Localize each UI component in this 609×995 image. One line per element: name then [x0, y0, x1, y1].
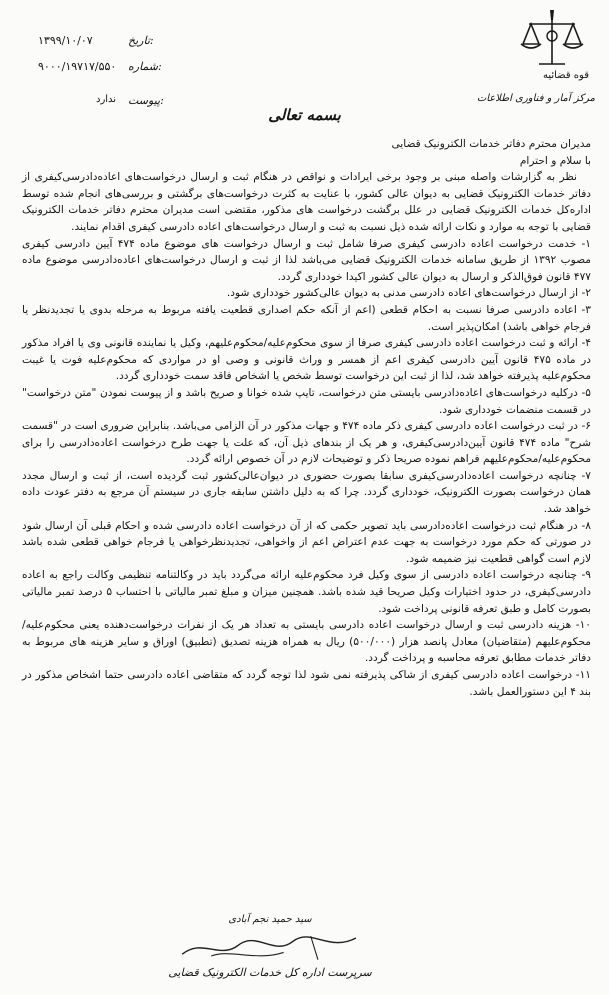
recipient-line: مدیران محترم دفاتر خدمات الکترونیک قضایی: [391, 138, 591, 150]
signatory-name: سید حمید نجم آبادی: [228, 914, 312, 925]
greeting-line: با سلام و احترام: [519, 154, 591, 167]
list-item: ۱۱- درخواست اعاده دادرسی کیفری از شاکی پذیرفته نمی شود لذا توجه گردد که متقاضی اعاده دادرسی حتما اشخاص مذکور در بند ۴ این دستورالعمل باشد.: [22, 669, 591, 698]
signatory-title: سرپرست اداره کل خدمات الکترونیک قضایی: [168, 966, 372, 979]
list-item: ۳- اعاده دادرسی صرفا نسبت به احکام قطعی (اعم از آنکه حکم اصداری قطعیت یافته مربوط به مرحله بدوی یا تجدیدنظر یا فرجام خواهی باشد) امکان‌پذیر است.: [22, 303, 591, 333]
date-value: ۱۳۹۹/۱۰/۰۷: [38, 34, 93, 47]
list-item: ۱- خدمت درخواست اعاده دادرسی کیفری صرفا شامل ثبت و ارسال درخواست های موضوع ماده ۴۷۴ آیین دادرسی کیفری مصوب ۱۳۹۲ از طریق سامانه خدمات الکترونیک قضایی می‌باشد لذا از ثبت و ارسال درخواست‌های اعاده‌دادرسی موضوع ماده ۴۷۷ قانون فوق‌الذکر و ارسال به دیوان عالی کشور اکیدا خودداری گردد.: [22, 237, 591, 283]
list-item: ۶- در ثبت درخواست اعاده دادرسی کیفری ذکر ماده ۴۷۴ و جهات مذکور در آن الزامی می‌باشد. بنابراین ضروری است در "قسمت شرح" ماده ۴۷۴ قانون آیین‌دادرسی‌کیفری، و هر یک از بندهای ذیل آن، که علت یا جهت طرح درخواست اعاده‌دادرسی را برای محکوم‌علیه/محکوم‌علیهم فراهم نموده صریحا ذکر و توضیحات لازم در آن خصوص ارائه گردد.: [22, 420, 592, 466]
judiciary-emblem-icon: [517, 6, 587, 72]
attachment-label: پیوست:: [128, 94, 164, 107]
list-item: ۱۰- هزینه دادرسی ثبت و ارسال درخواست اعاده دادرسی بایستی به تعداد هر یک از نفرات درخواست‌دهنده یعنی محکوم‌علیه/محکوم‌علیهم (متقاضیان) معادل پانصد هزار (۵۰۰/۰۰۰) ریال به همراه هزینه تصدیق (تطبیق) اوراق و سایر هزینه های مربوط به دفاتر خدمات مطابق تعرفه محاسبه و پرداخت گردد.: [22, 619, 591, 665]
list-item: ۵- درکلیه درخواست‌های اعاده‌دادرسی بایستی متن درخواست، تایپ شده خوانا و صریح باشد و از پیوست نمودن "متن درخواست" در قسمت منضمات خودداری شود.: [22, 386, 591, 416]
list-item: ۸- در هنگام ثبت درخواست اعاده‌دادرسی باید تصویر حکمی که از آن درخواست اعاده دادرسی شده و احکام قبلی آن ارسال شود در صورتی که حکم مورد درخواست به جهت عدم اعتراض اعم از واخواهی، تجدیدنظرخواهی یا فرجام خواهی قطعی شده باشد لازم است گواهی قطعیت نیز ضمیمه شود.: [22, 519, 591, 565]
date-label: تاریخ:: [128, 34, 154, 47]
signature-block: [165, 910, 375, 990]
list-item: ۹- چنانچه درخواست اعاده دادرسی از سوی وکیل فرد محکوم‌علیه ارائه می‌گردد باید در وکالتنامه تنظیمی وکالت راجع به اعاده دادرسی‌کیفری، در حدود اختیارات وکیل صریحا قید شده باشد. همچنین میزان و مبلغ تمبر مالیاتی با احتساب ۵ درصد تمبر مالیاتی بصورت کامل و طبق تعرفه قانونی پرداخت شود.: [22, 569, 591, 615]
list-item: ۲- از ارسال درخواست‌های اعاده دادرسی مدنی به دیوان عالی‌کشور خودداری شود.: [226, 287, 591, 300]
handwritten-signature-icon: [175, 928, 365, 966]
attachment-value: ندارد: [96, 94, 117, 105]
number-value: ۹۰۰۰/۱۹۷۱۷/۵۵۰: [38, 60, 117, 73]
number-label: شماره:: [128, 60, 162, 73]
center-name: مرکز آمار و فناوری اطلاعات: [476, 93, 595, 104]
org-name: قوه قضائیه: [542, 70, 589, 81]
letter-body: [22, 136, 591, 700]
bismillah-heading: بسمه تعالی: [268, 106, 341, 124]
list-item: ۴- ارائه و ثبت درخواست اعاده دادرسی کیفری صرفا از سوی محکوم‌علیه/محکوم‌علیهم، وکیل یا نماینده قانونی وی یا افراد مذکور در ماده ۴۷۵ قانون آیین دادرسی کیفری اعم از همسر و وراث قانونی و وصی او در مواردی که محکوم‌علیه فوت یا غیبت محکوم‌علیه پذیرفته خواهد شد، لذا از ثبت این درخواست توسط شخص یا اشخاص فاقد سمت خودداری گردد.: [22, 337, 591, 383]
list-item: ۷- چنانچه درخواست اعاده‌دادرسی‌کیفری سابقا بصورت حضوری در دیوان‌عالی‌کشور ثبت گردیده است، از ثبت و ارسال مجدد همان درخواست بصورت الکترونیک، خودداری گردد. چرا که به دلیل داشتن سابقه جاری در سیستم آن مرجع به دفتر عودت داده خواهد شد.: [22, 469, 591, 516]
intro-paragraph: نظر به گزارشات واصله مبنی بر وجود برخی ایرادات و نواقص در هنگام ثبت و ارسال درخواست‌های اعاده‌دادرسی‌کیفری از دفاتر خدمات الکترونیک قضایی به دیوان عالی کشور، با عنایت به کثرت درخواست‌های برگشتی و بررسی‌های انجام شده توسط اداره‌کل خدمات الکترونیک قضایی در علل برگشت درخواست های مذکور، مقتضی است مدیران محترم دفاتر خدمات الکترونیک قضایی با توجه به موارد و نکات ارائه شده ذیل نسبت به ثبت و ارسال درخواست‌های اعاده دادرسی کیفری اقدام نمایند.: [22, 171, 591, 233]
